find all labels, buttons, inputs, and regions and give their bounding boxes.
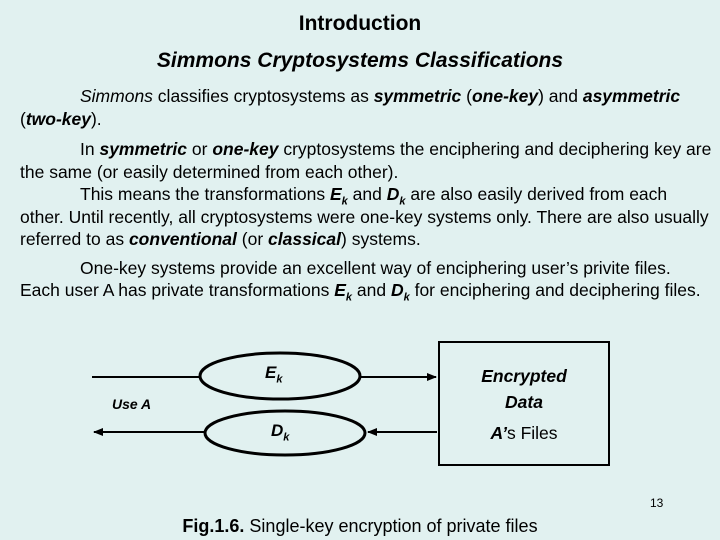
text-run: ( <box>461 86 472 106</box>
term-symmetric: symmetric <box>99 139 188 159</box>
box-heading <box>440 363 608 415</box>
text-run: cryptosystems the enciphering and deciphering key are the same (or easily determined from each other). <box>20 139 712 182</box>
text-run: are also easily derived from each other. Until recently, all cryptosystems were one-key systems only. There are also usually referred to as <box>20 184 709 249</box>
ek-subscript: k <box>276 373 283 386</box>
term-conventional: conventional <box>128 229 237 249</box>
term-classical: classical <box>268 229 341 249</box>
encrypted-data-box <box>438 341 610 466</box>
term-one-key: one-key <box>212 139 279 159</box>
box-files-text: s Files <box>506 423 558 443</box>
text-run: ). <box>90 108 102 129</box>
page-number: 13 <box>650 496 664 510</box>
symbol-d: D <box>386 184 400 204</box>
symbol-subscript: k <box>399 195 406 208</box>
symbol-d: D <box>390 280 404 300</box>
symbol-e: E <box>334 280 346 300</box>
box-user-a: A’ <box>490 423 507 443</box>
symbol-subscript: k <box>341 195 348 208</box>
text-run: (or <box>236 229 269 249</box>
box-files-line <box>440 423 608 444</box>
text-run: ) systems. <box>341 229 421 249</box>
dk-label <box>271 421 290 444</box>
term-symmetric: symmetric <box>373 86 462 106</box>
ek-letter: E <box>265 363 277 382</box>
dk-letter: D <box>271 421 284 440</box>
symbol-subscript: k <box>403 291 410 304</box>
text-run: ( <box>20 108 26 129</box>
term-two-key: two-key <box>25 108 91 129</box>
figure-caption <box>0 516 720 537</box>
ek-label <box>265 363 283 386</box>
text-run: One-key systems provide an excellent way of enciphering user’s privite files. Each user A has private transformations <box>20 257 671 300</box>
text-run: or <box>187 139 213 159</box>
text-run: classifies cryptosystems as <box>152 86 374 106</box>
caption-text: Single-key encryption of private files <box>244 516 538 536</box>
term-asymmetric: asymmetric <box>582 86 681 106</box>
slide-title: Introduction <box>298 12 422 35</box>
box-line-1: Encrypted <box>481 366 567 386</box>
caption-label: Fig.1.6. <box>182 516 245 536</box>
slide-subtitle: Simmons Cryptosystems Classifications <box>156 49 564 72</box>
text-run: and <box>347 184 387 204</box>
text-run: for enciphering and deciphering files. <box>409 280 701 300</box>
text-run: This means the transformations <box>80 184 330 204</box>
term-one-key: one-key <box>471 86 539 106</box>
term-simmons: Simmons <box>80 86 153 106</box>
symbol-subscript: k <box>345 291 353 304</box>
use-a-label: Use A <box>112 396 152 412</box>
text-run: and <box>352 280 391 300</box>
dk-subscript: k <box>283 431 290 444</box>
text-run: ) and <box>538 86 583 106</box>
symbol-e: E <box>329 184 342 204</box>
box-line-2: Data <box>505 392 543 412</box>
text-run: In <box>80 139 100 159</box>
